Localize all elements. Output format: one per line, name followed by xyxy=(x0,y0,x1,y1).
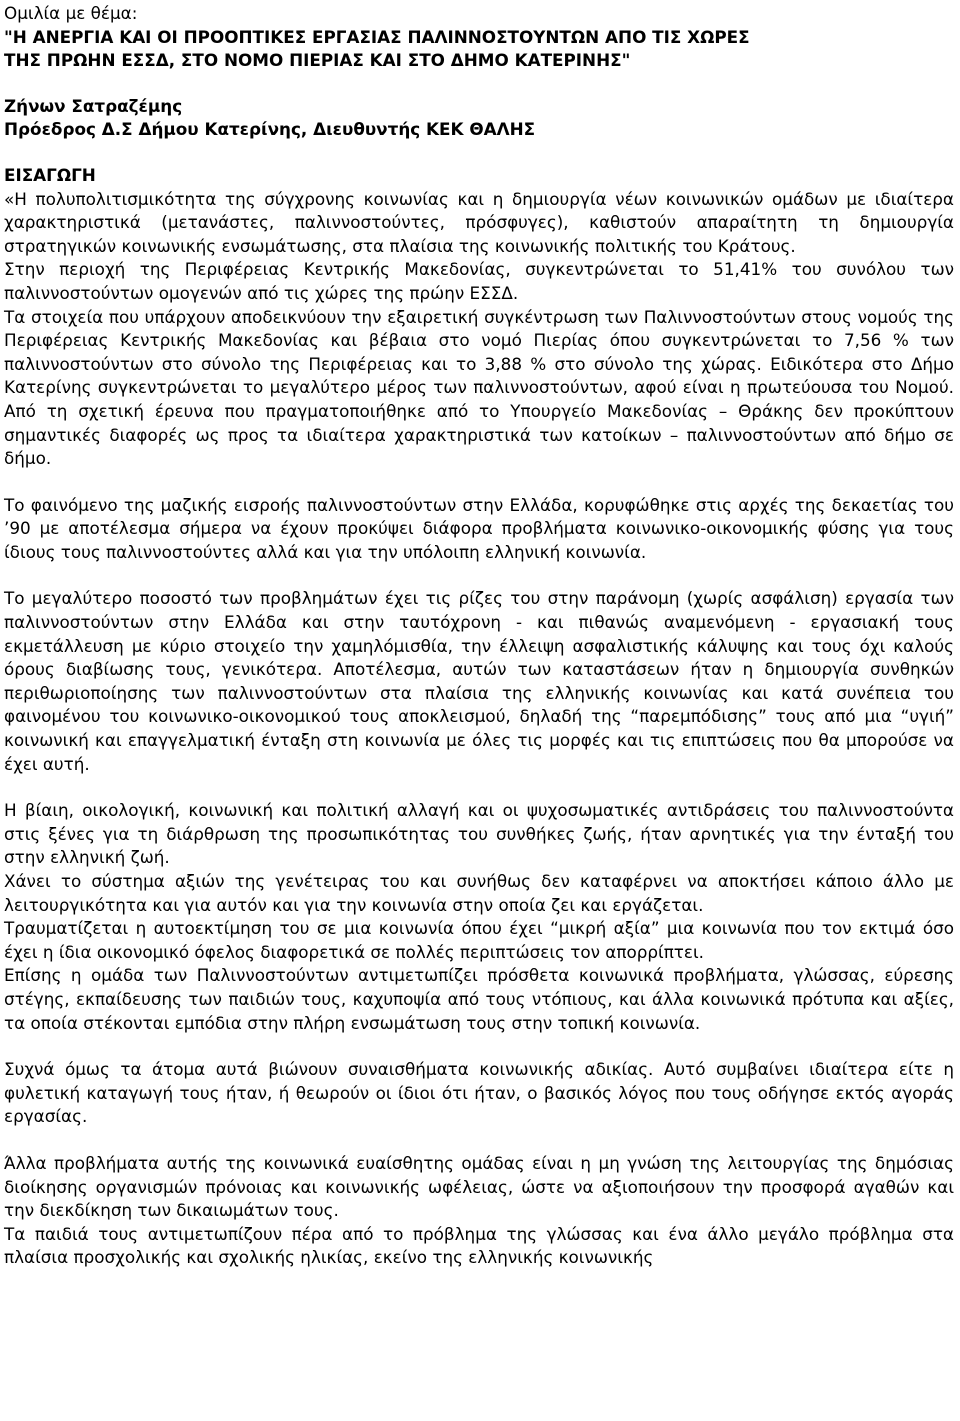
paragraph-2: Στην περιοχή της Περιφέρειας Κεντρικής Μακεδονίας, συγκεντρώνεται το 51,41% του συνόλου των παλιννοστούντων ομογενών από τις χώρες της πρώην ΕΣΣΔ. xyxy=(4,259,954,303)
paragraph-3: Τα στοιχεία που υπάρχουν αποδεικνύουν την εξαιρετική συγκέντρωση των Παλιννοστούντων στους νομούς της Περιφέρειας Κεντρικής Μακεδονίας και βέβαια στο νομό Πιερίας όπου συγκεντρώνεται το 7,56 % των παλιννοστούντων στο σύνολο της Περιφέρειας και το 3,88 % στο σύνολο της χώρας. Ειδικότερα στο Δήμο Κατερίνης συγκεντρώνεται το μεγαλύτερο μέρος των παλιννοστούντων, αφού είναι η πρωτεύουσα του Νομού. Από τη σχετική έρευνα που πραγματοποιήθηκε από το Υπουργείο Μακεδονίας – Θράκης δεν προκύπτουν σημαντικές διαφορές ως προς τα ιδιαίτερα χαρακτηριστικά των κατοίκων – παλιννοστούντων από δήμο σε δήμο. xyxy=(4,306,954,469)
paragraph-7: Χάνει το σύστημα αξιών της γενέτειρας του και συνήθως δεν καταφέρνει να αποκτήσει κάποιο άλλο με λειτουργικότητα και για αυτόν και για την κοινωνία στην οποία ζει και εργάζεται. xyxy=(4,871,954,915)
paragraph-5: Το μεγαλύτερο ποσοστό των προβλημάτων έχει τις ρίζες του στην παράνομη (χωρίς ασφάλιση) εργασία των παλιννοστούντων στην Ελλάδα και στην ταυτόχρονη - και πιθανώς αναμενόμενη - εργασιακή τους εκμετάλλευση με κύριο στοιχείο την χαμηλόμισθία, την έλλειψη ασφαλιστικής κάλυψης και τους όχι καλούς όρους διαβίωσης τους, γενικότερα. Αποτέλεσμα, αυτών των καταστάσεων ήταν η δημιουργία συνθηκών περιθωριοποίησης των παλιννοστούντων στα πλαίσια της ελληνικής κοινωνίας και κατά συνέπεια του φαινομένου του κοινωνικο-οικονομικού τους αποκλεισμού, δηλαδή της “παρεμπόδισης” τους από μια “υγιή” κοινωνική και επαγγελματική ένταξη στη κοινωνία με όλες τις μορφές και τις επιπτώσεις που θα μπορούσε να έχει αυτή. xyxy=(4,588,954,774)
author-name: Ζήνων Σατραζέμης xyxy=(4,95,183,116)
paragraph-1: «Η πολυπολιτισμικότητα της σύγχρονης κοινωνίας και η δημιουργία νέων κοινωνικών ομάδων με ιδιαίτερα χαρακτηριστικά (μετανάστες, παλιννοστούντες, πρόσφυγες), καθιστούν απαραίτητη τη δημιουργία στρατηγικών κοινωνικής ενσωμάτωσης, στα πλαίσια της κοινωνικής πολιτικής του Κράτους. xyxy=(4,188,954,256)
speech-title-line-2: ΤΗΣ ΠΡΩΗΝ ΕΣΣΔ, ΣΤΟ ΝΟΜΟ ΠΙΕΡΙΑΣ ΚΑΙ ΣΤΟ ΔΗΜΟ ΚΑΤΕΡΙΝΗΣ" xyxy=(4,50,631,71)
paragraph-12: Τα παιδιά τους αντιμετωπίζουν πέρα από το πρόβλημα της γλώσσας και ένα άλλο μεγάλο πρόβλημα στα πλαίσια προσχολικής και σχολικής ηλικίας, εκείνο της ελληνικής κοινωνικής xyxy=(4,1223,954,1268)
paragraph-6: Η βίαιη, οικολογική, κοινωνική και πολιτική αλλαγή και οι ψυχοσωματικές αντιδράσεις του παλιννοστούντα στις ξένες για τη διάρθρωση της προσωπικότητας του συνθήκες ζωής, ήταν αρνητικές για την ένταξή του στην ελληνική ζωή. xyxy=(4,800,954,868)
speech-intro: Ομιλία με θέμα: xyxy=(4,3,138,23)
author-role: Πρόεδρος Δ.Σ Δήμου Κατερίνης, Διευθυντής ΚΕΚ ΘΑΛΗΣ xyxy=(4,119,536,140)
paragraph-8: Τραυματίζεται η αυτοεκτίμηση του σε μια κοινωνία όπου έχει “μικρή αξία” μια κοινωνία που τον εκτιμά όσο έχει η ίδια οικονομικό όφελος διαφορετικά σε πολλές περιπτώσεις τον απορρίπτει. xyxy=(4,918,954,962)
paragraph-4: Το φαινόμενο της μαζικής εισροής παλιννοστούντων στην Ελλάδα, κορυφώθηκε στις αρχές της δεκαετίας του ’90 με αποτέλεσμα σήμερα να έχουν προκύψει διάφορα προβλήματα κοινωνικο-οικονομικής φύσης για τους ίδιους τους παλιννοστούντες αλλά και για την υπόλοιπη ελληνική κοινωνία. xyxy=(4,494,954,562)
speech-title-line-1: "Η ΑΝΕΡΓΙΑ ΚΑΙ ΟΙ ΠΡΟΟΠΤΙΚΕΣ ΕΡΓΑΣΙΑΣ ΠΑΛΙΝΝΟΣΤΟΥΝΤΩΝ ΑΠΟ ΤΙΣ ΧΩΡΕΣ xyxy=(4,26,750,47)
paragraph-11: Άλλα προβλήματα αυτής της κοινωνικά ευαίσθητης ομάδας είναι η μη γνώση της λειτουργίας της δημόσιας διοίκησης οργανισμών πρόνοιας και κοινωνικής ωφέλειας, ώστε να αξιοποιήσουν την προσφορά αγαθών και την διεκδίκηση των δικαιωμάτων τους. xyxy=(4,1152,954,1221)
paragraph-10: Συχνά όμως τα άτομα αυτά βιώνουν συναισθήματα κοινωνικής αδικίας. Αυτό συμβαίνει ιδιαίτερα είτε η φυλετική καταγωγή τους ήταν, ή θεωρούν οι ίδιοι ότι ήταν, ο βασικός λόγος που τους οδήγησε εκτός αγοράς εργασίας. xyxy=(4,1059,954,1127)
paragraph-9: Επίσης η ομάδα των Παλιννοστούντων αντιμετωπίζει πρόσθετα κοινωνικά προβλήματα, γλώσσας, εύρεσης στέγης, εκπαίδευσης των παιδιών τους, καχυποψία από τους ντόπιους, και άλλα κοινωνικά πρότυπα και αξίες, τα οποία στέκονται εμπόδια στην πλήρη ενσωμάτωση τους στην τοπική κοινωνία. xyxy=(4,965,954,1033)
section-heading: ΕΙΣΑΓΩΓΗ xyxy=(4,164,96,185)
